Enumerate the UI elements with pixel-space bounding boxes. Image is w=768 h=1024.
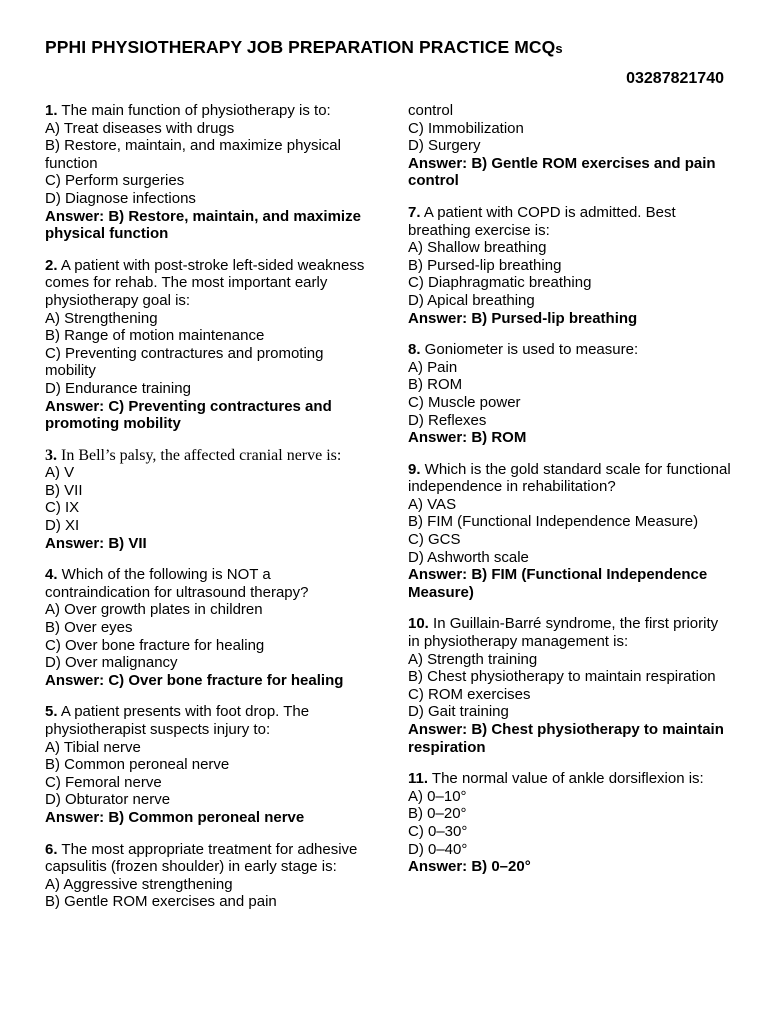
document-title — [45, 37, 563, 58]
correct-answer: Answer: C) Over bone fracture for healing — [45, 671, 344, 689]
question-number: 9. — [408, 460, 421, 478]
answer-option: B) Over eyes — [45, 619, 133, 637]
title-suffix: s — [555, 41, 563, 56]
question-block — [408, 615, 733, 756]
correct-answer: Answer: B) Pursed-lip breathing — [408, 309, 638, 327]
answer-option: D) Apical breathing — [408, 291, 535, 309]
answer-option: D) Obturator nerve — [45, 791, 171, 809]
answer-option: C) GCS — [408, 531, 461, 549]
question-stem: The main function of physiotherapy is to: — [57, 102, 331, 119]
answer-option: B) VII — [45, 481, 83, 499]
answer-option: B) Range of motion maintenance — [45, 327, 265, 345]
question-block — [408, 341, 733, 447]
question-number: 11. — [408, 770, 429, 788]
correct-answer: Answer: B) Restore, maintain, and maximize physical function — [45, 207, 361, 243]
left-column — [45, 102, 375, 911]
question-text — [408, 204, 733, 239]
question-block — [408, 204, 733, 327]
correct-answer: Answer: B) 0–20° — [408, 858, 531, 876]
answer-option: C) Preventing contractures and promoting mobility — [45, 344, 324, 380]
question-number: 8. — [408, 341, 421, 359]
answer-option: C) Over bone fracture for healing — [45, 636, 265, 654]
answer-option: A) Strengthening — [45, 309, 158, 327]
correct-answer: Answer: B) Gentle ROM exercises and pain control — [408, 154, 716, 190]
question-stem: The most appropriate treatment for adhesive capsulitis (frozen shoulder) in early stage is: — [45, 840, 358, 876]
answer-option: A) Over growth plates in children — [45, 601, 263, 619]
correct-answer: Answer: B) VII — [45, 534, 147, 552]
question-number: 3. — [45, 446, 57, 464]
answer-option: A) Treat diseases with drugs — [45, 119, 235, 137]
question-text — [408, 615, 733, 650]
answer-option: B) Common peroneal nerve — [45, 756, 230, 774]
answer-option: A) 0–10° — [408, 787, 467, 805]
correct-answer: Answer: B) Common peroneal nerve — [45, 808, 305, 826]
question-number: 7. — [408, 203, 421, 221]
question-number: 10. — [408, 615, 429, 633]
answer-option: C) Femoral nerve — [45, 773, 162, 791]
answer-option: A) V — [45, 464, 75, 482]
answer-option: C) ROM exercises — [408, 685, 531, 703]
question-stem: In Bell’s palsy, the affected cranial nerve is: — [57, 446, 342, 464]
question-block — [408, 770, 733, 876]
question-text — [408, 341, 733, 359]
question-number: 1. — [45, 102, 58, 119]
question-block — [45, 447, 375, 553]
answer-option: B) 0–20° — [408, 805, 467, 823]
question-stem: A patient with COPD is admitted. Best breathing exercise is: — [408, 203, 676, 239]
answer-option: D) Gait training — [408, 703, 509, 721]
answer-option: D) Surgery — [408, 137, 481, 155]
question-number: 2. — [45, 256, 58, 274]
question-number: 6. — [45, 840, 58, 858]
question-text — [45, 257, 375, 310]
question-text — [45, 703, 375, 738]
question-stem: Goniometer is used to measure: — [420, 341, 639, 359]
answer-option: D) Endurance training — [45, 379, 191, 397]
answer-option: A) Strength training — [408, 650, 538, 668]
phone-number: 03287821740 — [626, 70, 724, 87]
question-stem: A patient with post-stroke left-sided weakness comes for rehab. The most important early physiotherapy goal is: — [45, 256, 365, 309]
question-text — [45, 447, 375, 465]
correct-answer: Answer: B) ROM — [408, 429, 527, 447]
question-stem: control — [408, 102, 454, 119]
answer-option: A) Aggressive strengthening — [45, 875, 233, 893]
question-stem: The normal value of ankle dorsiflexion is: — [428, 770, 704, 788]
answer-option: D) Over malignancy — [45, 654, 178, 672]
question-block — [408, 102, 733, 190]
question-text — [45, 841, 375, 876]
question-stem: In Guillain-Barré syndrome, the first priority in physiotherapy management is: — [408, 615, 719, 651]
question-number: 5. — [45, 703, 58, 721]
question-block — [45, 566, 375, 689]
answer-option: A) VAS — [408, 495, 457, 513]
question-number: 4. — [45, 566, 58, 584]
question-block — [408, 461, 733, 602]
answer-option: C) 0–30° — [408, 822, 468, 840]
question-block — [45, 703, 375, 826]
answer-option: B) Restore, maintain, and maximize physical function — [45, 137, 341, 172]
answer-option: D) Diagnose infections — [45, 189, 196, 207]
answer-option: A) Pain — [408, 358, 458, 376]
answer-option: B) FIM (Functional Independence Measure) — [408, 513, 699, 531]
question-stem: Which of the following is NOT a contraindication for ultrasound therapy? — [45, 566, 309, 601]
question-text — [408, 770, 733, 788]
question-stem: Which is the gold standard scale for functional independence in rehabilitation? — [408, 460, 731, 496]
question-block — [45, 102, 375, 243]
answer-option: B) ROM — [408, 376, 463, 394]
answer-option: C) IX — [45, 499, 80, 517]
question-text — [408, 102, 733, 120]
answer-option: D) 0–40° — [408, 840, 468, 858]
answer-option: A) Tibial nerve — [45, 738, 141, 756]
question-text — [45, 102, 375, 120]
answer-option: D) Ashworth scale — [408, 548, 529, 566]
answer-option: C) Diaphragmatic breathing — [408, 274, 592, 292]
question-text — [408, 461, 733, 496]
question-block — [45, 257, 375, 433]
title-main: PPHI PHYSIOTHERAPY JOB PREPARATION PRACTICE MCQ — [45, 37, 556, 57]
question-block — [45, 841, 375, 911]
answer-option: C) Immobilization — [408, 119, 524, 137]
right-column — [408, 102, 733, 890]
question-stem: A patient presents with foot drop. The physiotherapist suspects injury to: — [45, 703, 310, 738]
answer-option: A) Shallow breathing — [408, 239, 547, 257]
question-text — [45, 566, 375, 601]
correct-answer: Answer: B) Chest physiotherapy to maintain respiration — [408, 721, 724, 756]
answer-option: C) Perform surgeries — [45, 172, 185, 190]
answer-option: B) Gentle ROM exercises and pain — [45, 893, 277, 911]
answer-option: B) Pursed-lip breathing — [408, 256, 562, 274]
answer-option: B) Chest physiotherapy to maintain respiration — [408, 668, 716, 686]
answer-option: D) XI — [45, 517, 80, 535]
correct-answer: Answer: B) FIM (Functional Independence Measure) — [408, 566, 708, 601]
answer-option: C) Muscle power — [408, 393, 521, 411]
answer-option: D) Reflexes — [408, 411, 487, 429]
correct-answer: Answer: C) Preventing contractures and promoting mobility — [45, 397, 332, 433]
